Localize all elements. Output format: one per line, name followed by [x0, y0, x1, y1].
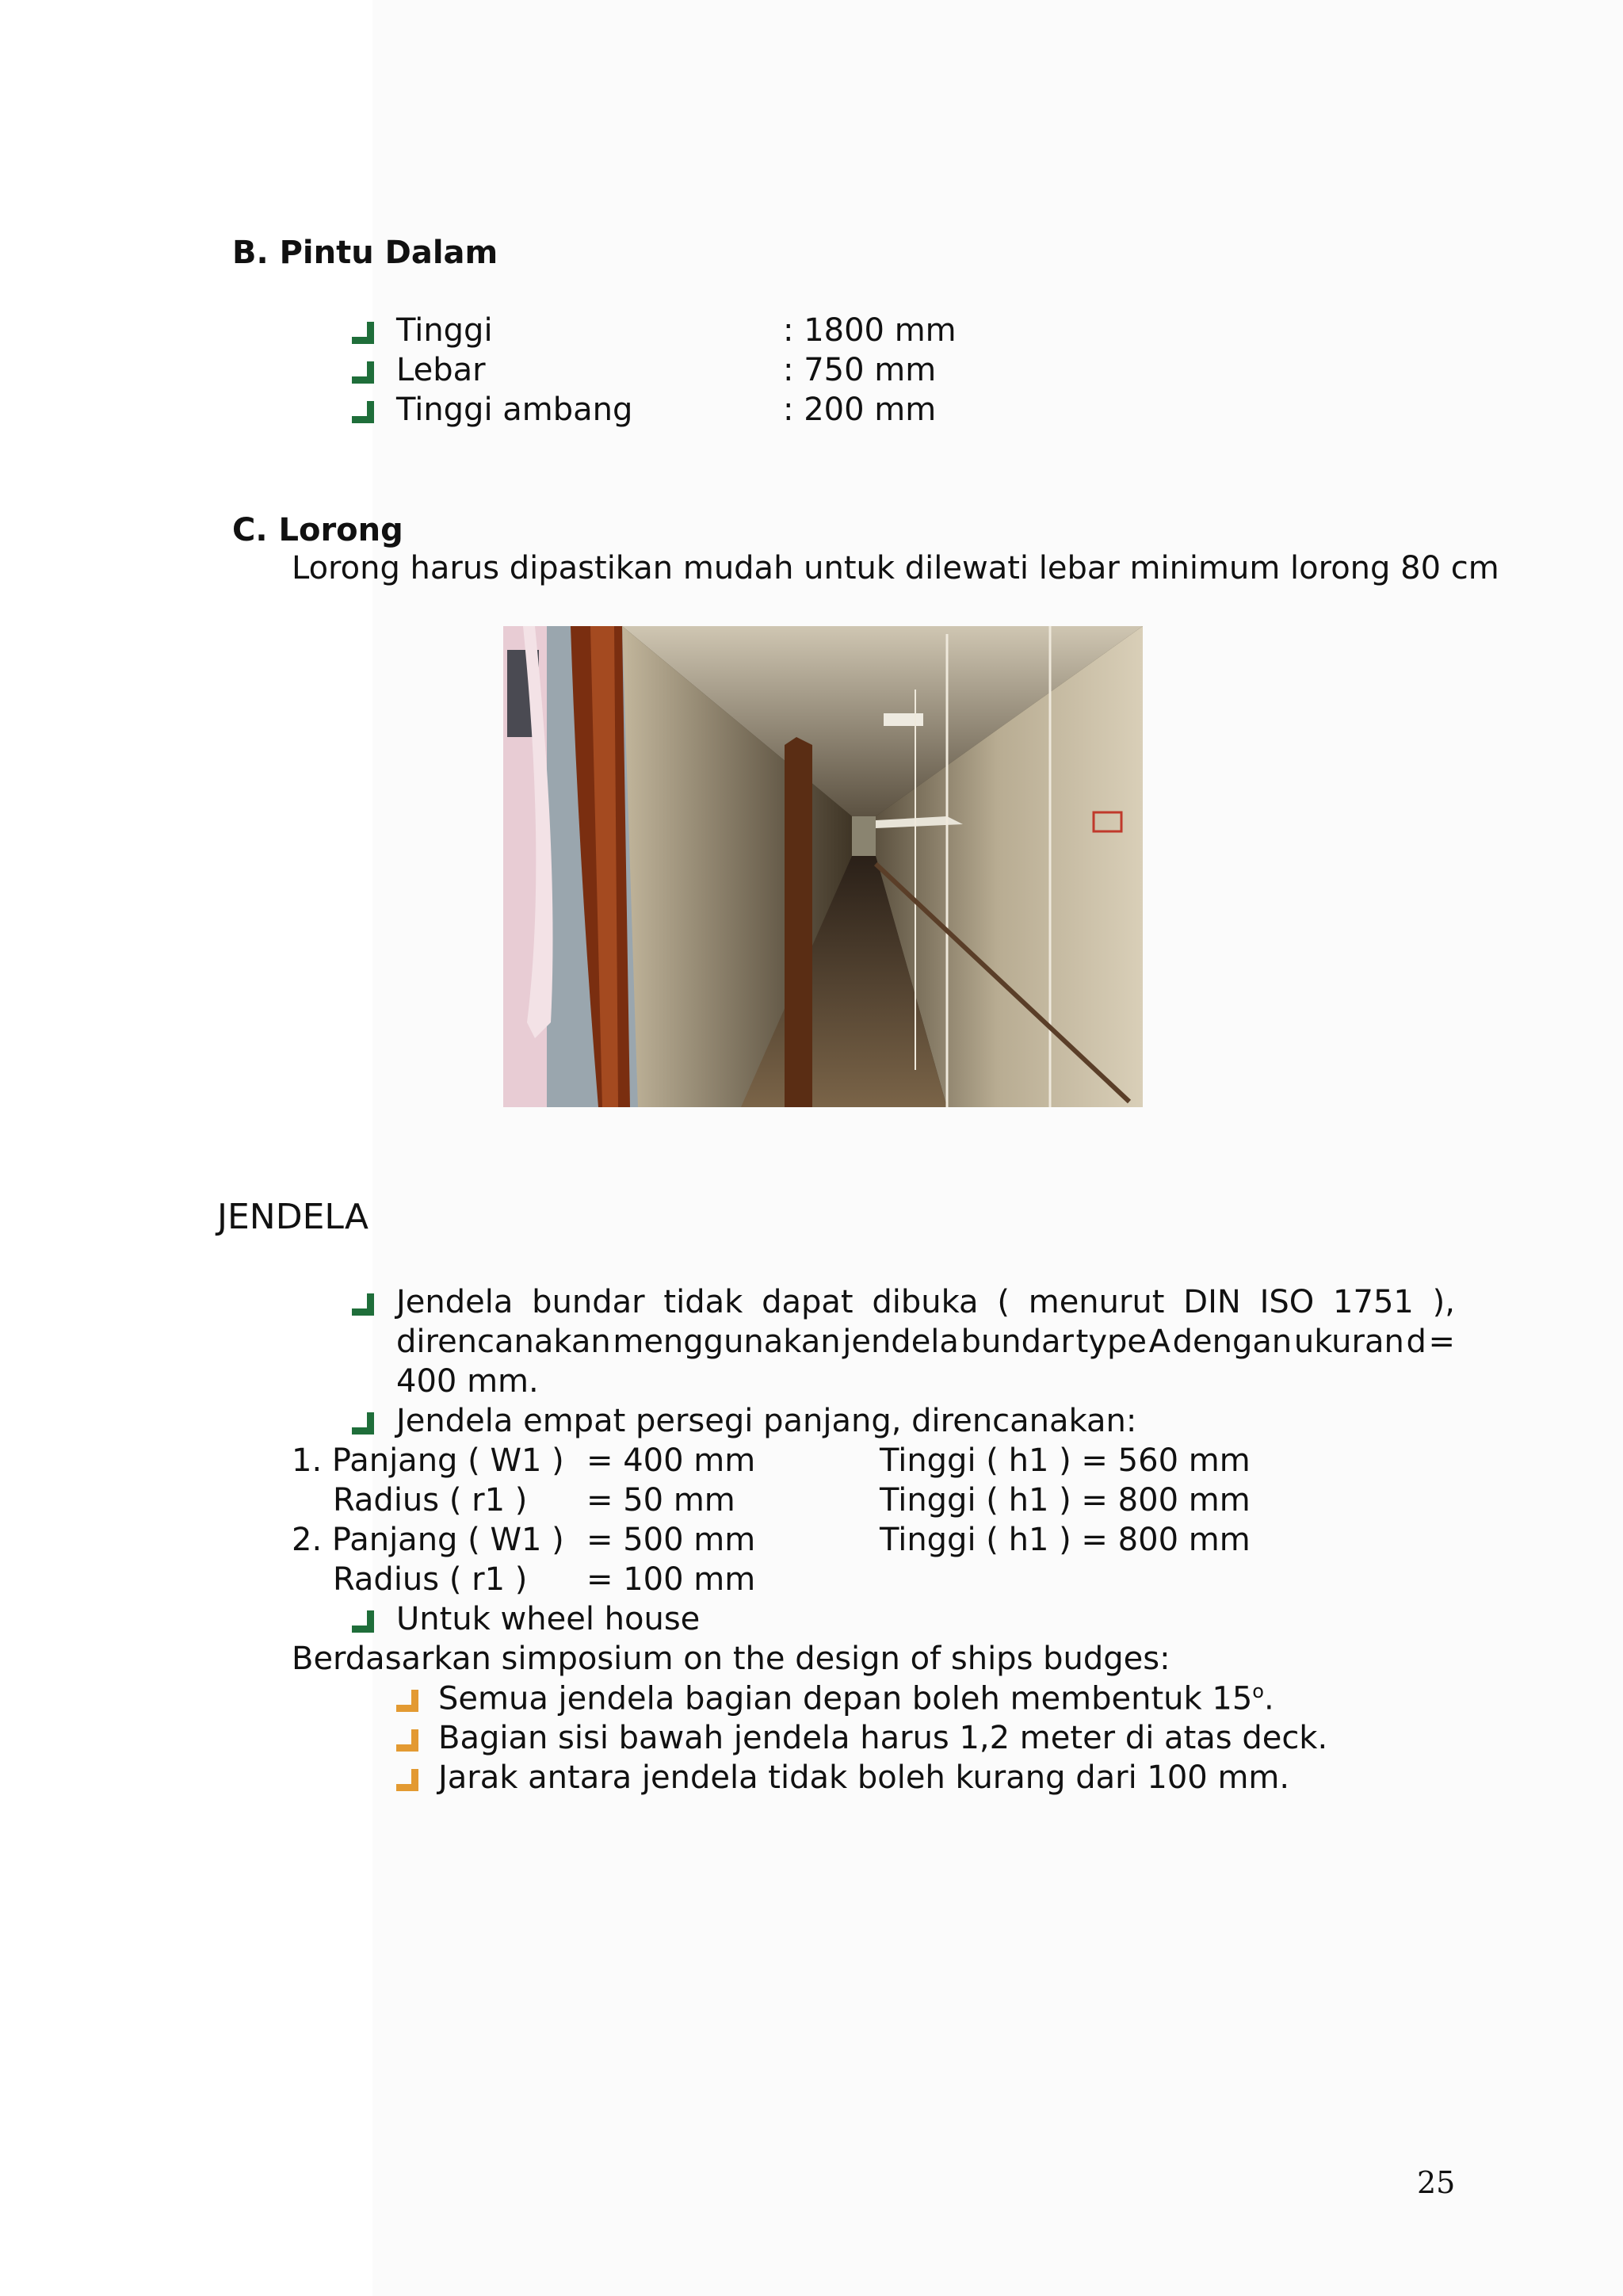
degree-superscript: o: [1252, 1680, 1264, 1702]
word: Jendela: [396, 1284, 514, 1320]
dim-value: = 50 mm: [586, 1482, 735, 1519]
sub-bullet-1-text: Semua jendela bagian depan boleh membentuk 15: [438, 1680, 1253, 1717]
jendela-bullet1-line1: [396, 1284, 1455, 1320]
sub-bullet-1: [438, 1680, 1274, 1717]
bullet-icon: [352, 1293, 374, 1316]
spec-label-tinggi-ambang: Tinggi ambang: [396, 392, 633, 428]
word: ukuran: [1293, 1324, 1404, 1360]
spec-label-tinggi: Tinggi: [396, 312, 493, 349]
dim-value: = 500 mm: [586, 1522, 756, 1558]
jendela-bullet1-line3: 400 mm.: [396, 1363, 539, 1400]
dim-label: 2. Panjang ( W1 ): [292, 1522, 564, 1558]
word: d: [1406, 1324, 1426, 1360]
sub-bullet-1-end: .: [1263, 1680, 1274, 1717]
dim-label: Radius ( r1 ): [333, 1561, 528, 1598]
word: type: [1075, 1324, 1147, 1360]
bullet-icon: [352, 1412, 374, 1435]
bullet-icon: [352, 322, 374, 344]
bullet-icon: [396, 1690, 418, 1712]
word: dibuka: [872, 1284, 979, 1320]
bullet-icon: [396, 1769, 418, 1791]
dim-value: = 100 mm: [586, 1561, 756, 1598]
jendela-bullet3: Untuk wheel house: [396, 1601, 701, 1637]
bullet-icon: [396, 1729, 418, 1752]
corridor-photo: [503, 626, 1143, 1107]
jendela-title: JENDELA: [217, 1197, 369, 1237]
word: direncanakan: [396, 1324, 611, 1360]
dim-value: = 400 mm: [586, 1442, 756, 1479]
spec-value-lebar: : 750 mm: [783, 352, 937, 388]
word: bundar: [532, 1284, 645, 1320]
section-b-title: B. Pintu Dalam: [232, 235, 498, 271]
bullet-icon: [352, 361, 374, 384]
sub-bullet-2: Bagian sisi bawah jendela harus 1,2 meter di atas deck.: [438, 1720, 1328, 1756]
spec-label-lebar: Lebar: [396, 352, 486, 388]
word: ISO: [1259, 1284, 1315, 1320]
word: dapat: [762, 1284, 854, 1320]
jendela-bullet1-line2: [396, 1324, 1455, 1360]
section-c-title: C. Lorong: [232, 512, 403, 548]
page-number: 25: [1417, 2165, 1456, 2200]
dim-right: Tinggi ( h1 ) = 800 mm: [880, 1522, 1251, 1558]
word: menggunakan: [613, 1324, 841, 1360]
word: =: [1428, 1324, 1455, 1360]
jendela-bullet2: Jendela empat persegi panjang, direncanakan:: [396, 1403, 1137, 1439]
word: DIN: [1183, 1284, 1241, 1320]
word: jendela: [842, 1324, 959, 1360]
bullet-icon: [352, 401, 374, 423]
word: tidak: [663, 1284, 743, 1320]
dim-label: 1. Panjang ( W1 ): [292, 1442, 564, 1479]
word: A: [1148, 1324, 1170, 1360]
word: (: [997, 1284, 1010, 1320]
word: bundar: [960, 1324, 1075, 1360]
bullet-icon: [352, 1610, 374, 1633]
word: ),: [1432, 1284, 1455, 1320]
dim-right: Tinggi ( h1 ) = 560 mm: [880, 1442, 1251, 1479]
spec-value-tinggi-ambang: : 200 mm: [783, 392, 937, 428]
spec-value-tinggi: : 1800 mm: [783, 312, 957, 349]
word: menurut: [1028, 1284, 1165, 1320]
section-c-text: Lorong harus dipastikan mudah untuk dilewati lebar minimum lorong 80 cm: [292, 550, 1499, 586]
dim-right: Tinggi ( h1 ) = 800 mm: [880, 1482, 1251, 1519]
dim-label: Radius ( r1 ): [333, 1482, 528, 1519]
word: 1751: [1333, 1284, 1414, 1320]
sub-bullet-3: Jarak antara jendela tidak boleh kurang dari 100 mm.: [438, 1759, 1290, 1796]
basis-text: Berdasarkan simposium on the design of ships budges:: [292, 1641, 1170, 1677]
word: dengan: [1172, 1324, 1293, 1360]
